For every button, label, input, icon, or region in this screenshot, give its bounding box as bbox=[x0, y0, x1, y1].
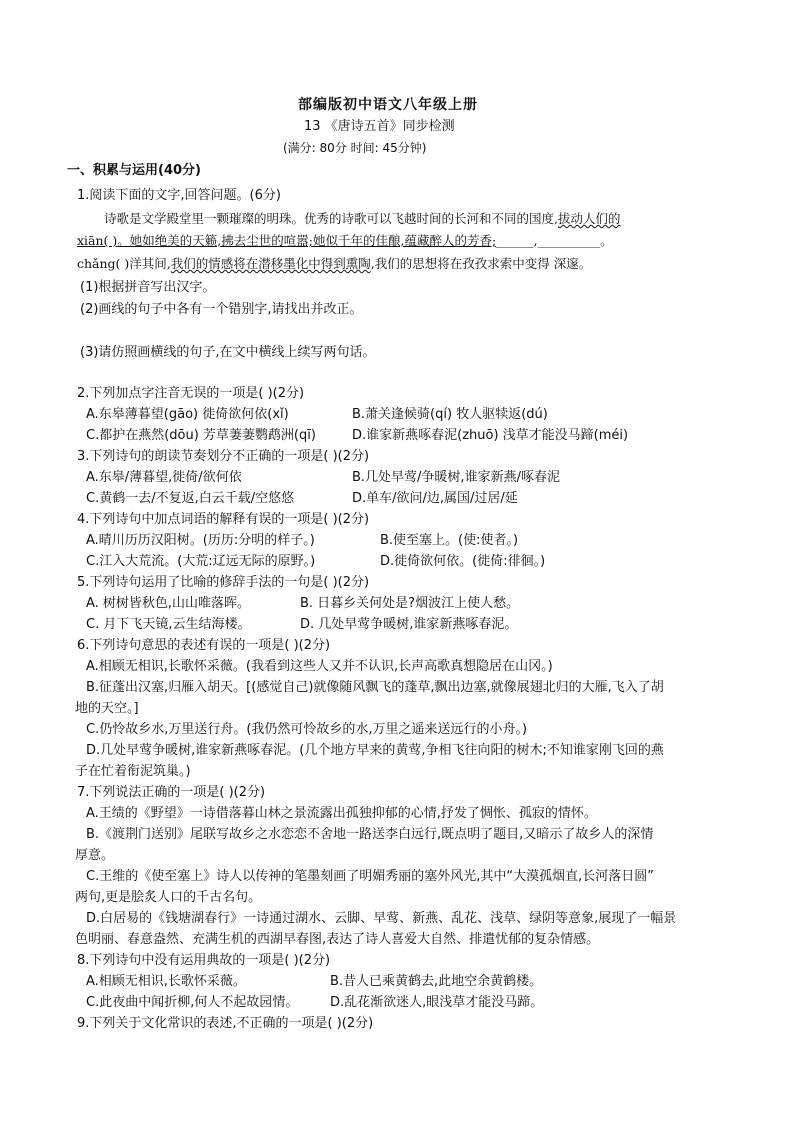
passage-text-end: ,我们的思想将在孜孜求索中变得 深邃。 bbox=[370, 256, 592, 271]
q4-option-c: C.江入大荒流。(大荒:辽远无际的原野。) bbox=[86, 554, 316, 569]
score-time-info: (满分: 80分 时间: 45分钟) bbox=[283, 141, 427, 155]
q7-option-b-line1: B.《渡荆门送别》尾联写故乡之水恋恋不舍地一路送李白远行,既点明了题目,又暗示了故乡人的深情 bbox=[86, 827, 654, 842]
document-title: 部编版初中语文八年级上册 bbox=[298, 97, 478, 113]
q9-stem: 9.下列关于文化常识的表述,不正确的一项是( )(2分) bbox=[77, 1016, 374, 1031]
q4-option-b: B.使至塞上。(使:使者。) bbox=[380, 533, 519, 548]
q8-option-b: B.昔人已乘黄鹤去,此地空余黄鹤楼。 bbox=[330, 974, 543, 989]
passage-wavy-underlined: 拔动人们的 bbox=[557, 211, 621, 226]
q3-option-a: A.东皋/薄暮望,徙倚/欲何依 bbox=[86, 470, 242, 485]
q6-option-a: A.相顾无相识,长歌怀采薇。(我看到这些人又并不认识,长声高歌真想隐居在山冈。) bbox=[86, 659, 553, 674]
q6-option-d-line2: 子在忙着衔泥筑巢。) bbox=[75, 764, 191, 779]
passage-wavy-underlined-2: 我们的情感将在潜移墨化中得到熏陶 bbox=[170, 256, 371, 271]
q2-option-b: B.萧关逢候骑(qí) 牧人驱犊返(dú) bbox=[352, 407, 548, 422]
q5-option-c: C. 月下飞天镜,云生结海楼。 bbox=[86, 617, 251, 632]
q5-stem: 5.下列诗句运用了比喻的修辞手法的一句是( )(2分) bbox=[77, 575, 370, 590]
q6-stem: 6.下列诗句意思的表述有误的一项是( )(2分) bbox=[77, 638, 331, 653]
section-heading: 一、积累与运用(40分) bbox=[67, 163, 201, 178]
q3-option-c: C.黄鹤一去/不复返,白云千载/空悠悠 bbox=[86, 491, 295, 506]
q6-option-d-line1: D.几处早莺争暖树,谁家新燕啄春泥。(几个地方早来的黄莺,争相飞往向阳的树木;不知谁家刚飞回的燕 bbox=[86, 743, 664, 758]
q8-option-a: A.相顾无相识,长歌怀采薇。 bbox=[86, 974, 246, 989]
q4-option-a: A.晴川历历汉阳树。(历历:分明的样子。) bbox=[86, 533, 315, 548]
q1-sub2: (2)画线的句子中各有一个错别字,请找出并改正。 bbox=[80, 302, 363, 317]
q8-option-d: D.乱花渐欲迷人,眼浅草才能没马蹄。 bbox=[330, 995, 544, 1010]
q8-option-c: C.此夜曲中闻折柳,何人不起故园情。 bbox=[86, 995, 299, 1010]
q7-option-b-line2: 厚意。 bbox=[75, 848, 115, 863]
q3-option-d: D.单车/欲问/边,属国/过居/延 bbox=[352, 491, 518, 506]
q4-option-d: D.徙倚欲何依。(徙倚:徘徊。) bbox=[380, 554, 546, 569]
q7-option-d-line2: 色明丽、春意盎然、充满生机的西湖早春图,表达了诗人喜爱大自然、排遣忧郁的复杂情感。 bbox=[75, 932, 600, 947]
q7-option-c-line1: C.王维的《使至塞上》诗人以传神的笔墨刻画了明媚秀丽的塞外风光,其中“大漠孤烟直,长河落日圆” bbox=[86, 869, 654, 884]
fill-blank-2: __________ bbox=[537, 233, 601, 248]
q7-option-d-line1: D.白居易的《钱塘湖春行》一诗通过湖水、云脚、早莺、新燕、乱花、浅草、绿阴等意象,展现了一幅景 bbox=[86, 911, 677, 926]
q6-option-b-line2: 地的天空。] bbox=[75, 701, 139, 716]
q5-option-b: B. 日暮乡关何处是?烟波江上使人愁。 bbox=[300, 596, 520, 611]
passage-period: 。 bbox=[600, 233, 613, 248]
q1-stem: 1.阅读下面的文字,回答问题。(6分) bbox=[77, 188, 281, 203]
q8-stem: 8.下列诗句中没有运用典故的一项是( )(2分) bbox=[77, 953, 331, 968]
q7-stem: 7.下列说法正确的一项是( )(2分) bbox=[77, 785, 266, 800]
q2-option-a: A.东皋薄暮望(gāo) 徙倚欲何依(xǐ) bbox=[86, 407, 289, 422]
q2-option-c: C.都护在燕然(dōu) 芳草萋萋鹦鹉洲(qī) bbox=[86, 428, 316, 443]
q5-option-d: D. 几处早莺争暖树,谁家新燕啄春泥。 bbox=[300, 617, 518, 632]
q1-sub3: (3)请仿照画横线的句子,在文中横线上续写两句话。 bbox=[80, 345, 376, 360]
passage-comma: , bbox=[533, 233, 538, 248]
fill-blank-1: ______ bbox=[496, 233, 534, 248]
q1-passage-line1 bbox=[104, 209, 621, 229]
document-subtitle: 13 《唐诗五首》同步检测 bbox=[304, 119, 455, 134]
passage-underlined-sentence: 。她如绝美的天籁,拂去尘世的喧嚣;她似千年的佳酿,蕴藏醉人的芳香; bbox=[117, 233, 497, 248]
pinyin-blank-chang: chǎng( )洋其间, bbox=[77, 256, 171, 271]
q6-option-c: C.仍怜故乡水,万里送行舟。(我仍然可怜故乡的水,万里之遥来送远行的小舟。) bbox=[86, 722, 528, 737]
pinyin-blank-xian: xiān( ) bbox=[77, 233, 118, 248]
q2-option-d: D.谁家新燕啄春泥(zhuō) 浅草才能没马蹄(méi) bbox=[352, 428, 629, 443]
q6-option-b-line1: B.征蓬出汉塞,归雁入胡天。[(感觉自己)就像随风飘飞的蓬草,飘出边塞,就像展翅北归的大雁,飞入了胡 bbox=[86, 680, 664, 695]
q3-option-b: B.几处早莺/争暖树,谁家新燕/啄春泥 bbox=[352, 470, 560, 485]
q1-passage-line2 bbox=[77, 231, 613, 251]
q7-option-c-line2: 两句,更是脍炙人口的千古名句。 bbox=[75, 890, 262, 905]
q2-stem: 2.下列加点字注音无误的一项是( )(2分) bbox=[77, 386, 305, 401]
q3-stem: 3.下列诗句的朗读节奏划分不正确的一项是( )(2分) bbox=[77, 449, 370, 464]
q5-option-a: A. 树树皆秋色,山山唯落晖。 bbox=[86, 596, 251, 611]
q7-option-a: A.王绩的《野望》一诗借落暮山林之景流露出孤独抑郁的心情,抒发了惆怅、孤寂的情怀。 bbox=[86, 806, 597, 821]
q4-stem: 4.下列诗句中加点词语的解释有误的一项是( )(2分) bbox=[77, 512, 370, 527]
passage-text: 诗歌是文学殿堂里一颗璀璨的明珠。优秀的诗歌可以飞越时间的长河和不同的国度, bbox=[104, 211, 558, 226]
q1-passage-line3 bbox=[77, 254, 591, 274]
q1-sub1: (1)根据拼音写出汉字。 bbox=[80, 280, 216, 295]
